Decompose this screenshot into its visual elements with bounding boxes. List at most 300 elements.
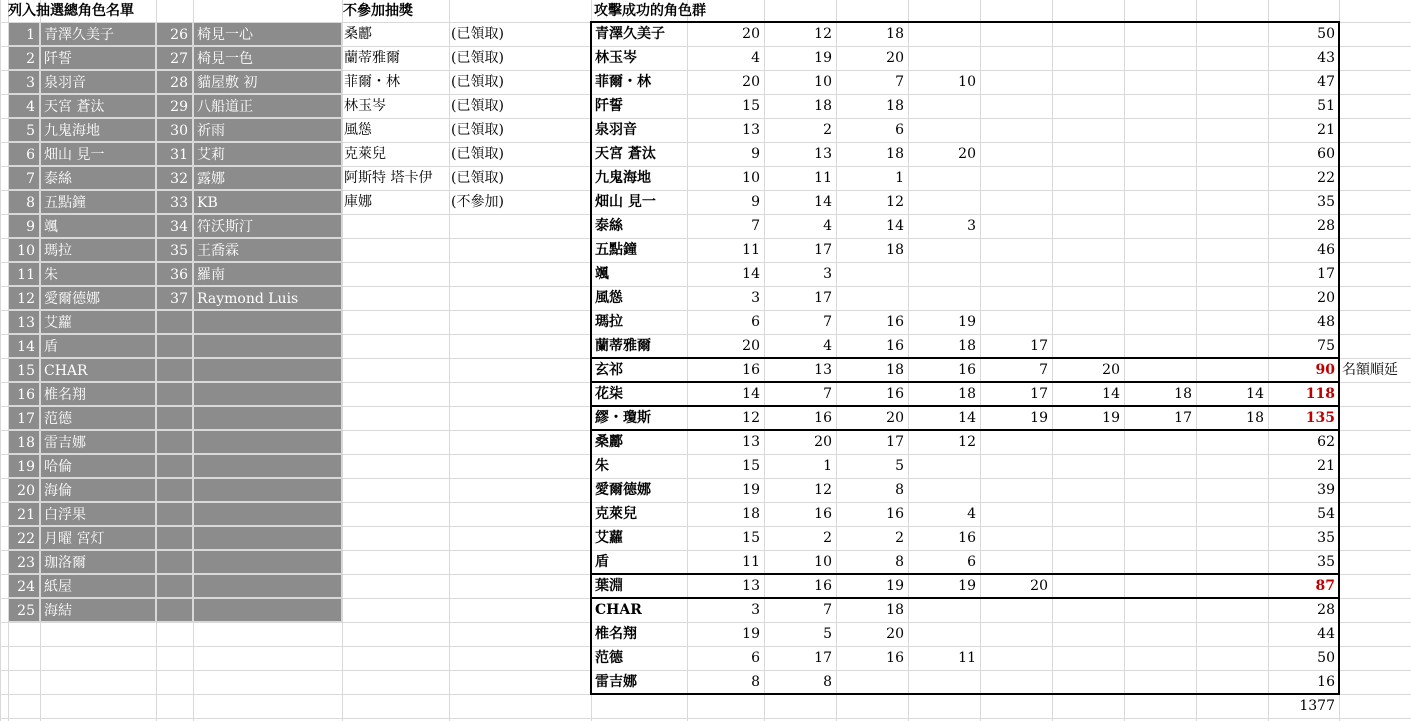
attack-value: 19 (1030, 410, 1048, 426)
attack-value (1052, 94, 1124, 118)
attack-value (1052, 214, 1124, 238)
list-name: 颯 (40, 214, 156, 238)
attack-value: 3 (751, 290, 760, 306)
attack-value (1196, 598, 1268, 622)
attack-total: 62 (1317, 434, 1335, 450)
attack-value: 9 (751, 194, 760, 210)
attack-value (1052, 46, 1124, 70)
list-name: 天宮 蒼汰 (40, 94, 156, 118)
list-index (156, 550, 193, 574)
list-index: 26 (156, 22, 193, 46)
attack-value: 20 (742, 74, 760, 90)
list-name: 露娜 (193, 166, 342, 190)
header-list: 列入抽選總角色名單 (8, 3, 134, 19)
attack-value (1196, 454, 1268, 478)
attack-name: 范德 (595, 650, 623, 666)
attack-value: 11 (742, 554, 760, 570)
list-index: 7 (8, 166, 40, 190)
attack-total: 75 (1317, 338, 1335, 354)
attack-value (908, 262, 980, 286)
list-index (156, 574, 193, 598)
attack-value: 13 (742, 434, 760, 450)
list-index (156, 406, 193, 430)
attack-name: 瑪拉 (595, 314, 623, 330)
attack-value (836, 262, 908, 286)
attack-value: 12 (814, 482, 832, 498)
attack-value (1196, 262, 1268, 286)
attack-value (908, 190, 980, 214)
attack-total: 43 (1317, 50, 1335, 66)
list-index: 36 (156, 262, 193, 286)
attack-value (980, 454, 1052, 478)
attack-value: 18 (886, 146, 904, 162)
attack-name: 颯 (595, 266, 609, 282)
attack-value: 8 (895, 482, 904, 498)
list-name (193, 406, 342, 430)
attack-value (980, 430, 1052, 454)
attack-name: 青澤久美子 (595, 26, 665, 42)
attack-value (1052, 430, 1124, 454)
attack-name: 花柒 (595, 386, 623, 402)
list-index: 27 (156, 46, 193, 70)
attack-value: 18 (886, 26, 904, 42)
attack-value: 9 (751, 146, 760, 162)
list-name: 羅南 (193, 262, 342, 286)
attack-name: 雷吉娜 (595, 674, 637, 690)
attack-value (1124, 310, 1196, 334)
attack-total: 90 (1315, 362, 1335, 378)
attack-name: 菲爾・林 (595, 74, 651, 90)
attack-value (1124, 646, 1196, 670)
attack-value: 1 (823, 458, 832, 474)
attack-value (980, 118, 1052, 142)
list-name (193, 334, 342, 358)
attack-value (1052, 550, 1124, 574)
attack-value (1124, 70, 1196, 94)
attack-value (1124, 214, 1196, 238)
attack-value (1052, 574, 1124, 598)
attack-value (980, 46, 1052, 70)
attack-value: 18 (886, 602, 904, 618)
list-index: 20 (8, 478, 40, 502)
list-name: 瑪拉 (40, 238, 156, 262)
attack-value: 10 (814, 74, 832, 90)
list-index: 21 (8, 502, 40, 526)
list-index: 2 (8, 46, 40, 70)
list-name: 海結 (40, 598, 156, 622)
attack-value: 17 (814, 650, 832, 666)
list-index: 5 (8, 118, 40, 142)
attack-value: 16 (814, 578, 832, 594)
attack-value: 19 (958, 314, 976, 330)
attack-value (1196, 286, 1268, 310)
list-name: KB (193, 190, 342, 214)
excluded-name: 克萊兒 (344, 146, 386, 162)
list-index: 24 (8, 574, 40, 598)
attack-total: 21 (1317, 458, 1335, 474)
excluded-name: 蘭蒂雅爾 (344, 50, 400, 66)
attack-value (1124, 670, 1196, 694)
attack-value (980, 286, 1052, 310)
list-index (156, 526, 193, 550)
attack-value: 2 (895, 530, 904, 546)
attack-value: 20 (1102, 362, 1120, 378)
attack-value: 14 (886, 218, 904, 234)
attack-name: 愛爾德娜 (595, 482, 651, 498)
attack-value: 7 (895, 74, 904, 90)
attack-value (1052, 70, 1124, 94)
attack-note: 名額順延 (1342, 362, 1398, 378)
list-index: 32 (156, 166, 193, 190)
list-index (156, 502, 193, 526)
attack-value: 16 (886, 506, 904, 522)
attack-value: 15 (742, 530, 760, 546)
attack-value (1052, 310, 1124, 334)
attack-name: 葉淵 (595, 578, 623, 594)
list-name: 范德 (40, 406, 156, 430)
attack-value (1196, 502, 1268, 526)
attack-value: 16 (814, 410, 832, 426)
attack-value (908, 478, 980, 502)
attack-value: 18 (1246, 410, 1264, 426)
list-name: 雷吉娜 (40, 430, 156, 454)
attack-value: 20 (886, 626, 904, 642)
list-index (156, 310, 193, 334)
list-name: 五點鐘 (40, 190, 156, 214)
list-index: 19 (8, 454, 40, 478)
list-index: 6 (8, 142, 40, 166)
attack-value: 11 (742, 242, 760, 258)
list-name: 艾蘿 (40, 310, 156, 334)
attack-value (1124, 622, 1196, 646)
attack-value (1196, 118, 1268, 142)
attack-value: 16 (886, 386, 904, 402)
list-name: 月曜 宮灯 (40, 526, 156, 550)
list-name (193, 430, 342, 454)
attack-value: 12 (814, 26, 832, 42)
attack-value: 1 (895, 170, 904, 186)
attack-value: 3 (751, 602, 760, 618)
excluded-name: 菲爾・林 (344, 74, 400, 90)
list-index: 1 (8, 22, 40, 46)
attack-value (1052, 22, 1124, 46)
attack-total: 35 (1317, 194, 1335, 210)
attack-value: 20 (1030, 578, 1048, 594)
attack-name: CHAR (595, 602, 642, 618)
list-index: 14 (8, 334, 40, 358)
attack-value (980, 166, 1052, 190)
attack-value (980, 598, 1052, 622)
list-index: 22 (8, 526, 40, 550)
attack-value: 16 (886, 338, 904, 354)
attack-value (1052, 190, 1124, 214)
list-index (156, 430, 193, 454)
attack-value: 12 (958, 434, 976, 450)
attack-value: 6 (751, 314, 760, 330)
excluded-name: 林玉岑 (344, 98, 386, 114)
attack-value (1052, 622, 1124, 646)
list-name: 泉羽音 (40, 70, 156, 94)
attack-value (908, 118, 980, 142)
list-index: 4 (8, 94, 40, 118)
attack-value: 18 (958, 386, 976, 402)
attack-value (1124, 94, 1196, 118)
attack-value (980, 502, 1052, 526)
attack-value (980, 670, 1052, 694)
list-index: 17 (8, 406, 40, 430)
attack-total: 51 (1317, 98, 1335, 114)
attack-value (1196, 310, 1268, 334)
list-name: Raymond Luis (193, 286, 342, 310)
attack-value (908, 622, 980, 646)
list-index: 25 (8, 598, 40, 622)
attack-name: 風慫 (595, 290, 623, 306)
attack-value: 8 (751, 674, 760, 690)
attack-value (1052, 670, 1124, 694)
attack-value (1124, 166, 1196, 190)
list-name: 白浮果 (40, 502, 156, 526)
attack-value (1124, 334, 1196, 358)
attack-total: 87 (1315, 578, 1335, 594)
list-index: 3 (8, 70, 40, 94)
attack-value: 15 (742, 458, 760, 474)
attack-value: 8 (895, 554, 904, 570)
attack-value: 12 (742, 410, 760, 426)
attack-total: 50 (1317, 26, 1335, 42)
attack-value (980, 22, 1052, 46)
attack-value: 3 (967, 218, 976, 234)
attack-total: 28 (1317, 602, 1335, 618)
attack-value (1124, 574, 1196, 598)
attack-value (1196, 22, 1268, 46)
attack-value: 14 (814, 194, 832, 210)
attack-value (1124, 454, 1196, 478)
attack-value: 17 (814, 242, 832, 258)
attack-value (1196, 430, 1268, 454)
list-name: 泰絲 (40, 166, 156, 190)
list-name (193, 310, 342, 334)
attack-value: 18 (742, 506, 760, 522)
list-name: 九鬼海地 (40, 118, 156, 142)
attack-value: 4 (823, 338, 832, 354)
list-index (156, 334, 193, 358)
attack-value (1052, 502, 1124, 526)
attack-value (908, 598, 980, 622)
excluded-status: (已領取) (451, 170, 504, 186)
attack-value: 11 (814, 170, 832, 186)
attack-name: 朱 (595, 458, 609, 474)
attack-value: 17 (814, 290, 832, 306)
attack-value: 13 (814, 146, 832, 162)
table-border (590, 429, 1340, 431)
attack-value (1124, 502, 1196, 526)
attack-value: 19 (814, 50, 832, 66)
attack-value: 6 (967, 554, 976, 570)
attack-value (1196, 574, 1268, 598)
attack-total: 16 (1317, 674, 1335, 690)
attack-value: 16 (742, 362, 760, 378)
attack-value: 6 (895, 122, 904, 138)
attack-value: 14 (1246, 386, 1264, 402)
attack-value: 5 (823, 626, 832, 642)
attack-value (908, 22, 980, 46)
attack-value (1196, 94, 1268, 118)
attack-value (980, 622, 1052, 646)
attack-value: 4 (967, 506, 976, 522)
attack-name: 椎名翔 (595, 626, 637, 642)
attack-value: 4 (751, 50, 760, 66)
attack-value (980, 238, 1052, 262)
attack-value: 18 (886, 98, 904, 114)
attack-total: 21 (1317, 122, 1335, 138)
attack-value (980, 70, 1052, 94)
list-name: 珈洛爾 (40, 550, 156, 574)
attack-value: 7 (751, 218, 760, 234)
attack-value (1124, 142, 1196, 166)
attack-value (1052, 334, 1124, 358)
attack-value: 16 (958, 530, 976, 546)
grand-total: 1377 (1299, 698, 1335, 714)
table-border (590, 21, 1340, 23)
table-border (590, 357, 1340, 359)
attack-name: 天宮 蒼汰 (595, 146, 656, 162)
attack-total: 44 (1317, 626, 1335, 642)
attack-value (980, 550, 1052, 574)
attack-value: 19 (1102, 410, 1120, 426)
attack-value (908, 238, 980, 262)
list-index: 28 (156, 70, 193, 94)
attack-total: 60 (1317, 146, 1335, 162)
attack-value (1196, 334, 1268, 358)
attack-name: 玄祁 (595, 362, 623, 378)
attack-value: 7 (1039, 362, 1048, 378)
attack-value (908, 454, 980, 478)
list-index: 18 (8, 430, 40, 454)
attack-value: 4 (823, 218, 832, 234)
attack-value: 2 (823, 122, 832, 138)
attack-value (980, 526, 1052, 550)
attack-value: 15 (742, 98, 760, 114)
attack-name: 九鬼海地 (595, 170, 651, 186)
list-name (193, 382, 342, 406)
list-name (193, 502, 342, 526)
attack-value (1196, 550, 1268, 574)
list-index (156, 382, 193, 406)
attack-value (1124, 598, 1196, 622)
attack-total: 17 (1317, 266, 1335, 282)
excluded-status: (已領取) (451, 122, 504, 138)
attack-value: 2 (823, 530, 832, 546)
attack-value (1052, 142, 1124, 166)
list-index: 29 (156, 94, 193, 118)
attack-value: 7 (823, 386, 832, 402)
attack-value: 14 (742, 266, 760, 282)
list-name (193, 598, 342, 622)
attack-value (1124, 430, 1196, 454)
list-name: 王喬霖 (193, 238, 342, 262)
attack-value: 7 (823, 314, 832, 330)
excluded-name: 風慫 (344, 122, 372, 138)
attack-value (1196, 214, 1268, 238)
list-name (193, 550, 342, 574)
list-name: 椅見一色 (193, 46, 342, 70)
attack-total: 35 (1317, 554, 1335, 570)
attack-value: 10 (742, 170, 760, 186)
attack-value (1196, 46, 1268, 70)
excluded-status: (已領取) (451, 50, 504, 66)
attack-name: 泉羽音 (595, 122, 637, 138)
attack-value (1052, 478, 1124, 502)
attack-value (1052, 262, 1124, 286)
attack-value: 20 (958, 146, 976, 162)
attack-value (908, 94, 980, 118)
list-name: 祈雨 (193, 118, 342, 142)
attack-name: 畑山 見一 (595, 194, 656, 210)
attack-value (836, 670, 908, 694)
attack-value: 20 (886, 50, 904, 66)
attack-value: 12 (886, 194, 904, 210)
attack-value (1196, 670, 1268, 694)
attack-value: 3 (823, 266, 832, 282)
attack-total: 48 (1317, 314, 1335, 330)
list-index: 16 (8, 382, 40, 406)
list-index (156, 358, 193, 382)
header-excluded: 不參加抽獎 (343, 3, 413, 19)
list-index: 23 (8, 550, 40, 574)
attack-name: 盾 (595, 554, 609, 570)
attack-value: 16 (886, 314, 904, 330)
list-name (193, 478, 342, 502)
attack-value (1124, 286, 1196, 310)
list-name (193, 454, 342, 478)
attack-value (1124, 358, 1196, 382)
attack-value (1052, 526, 1124, 550)
attack-value (1124, 190, 1196, 214)
attack-value (1052, 454, 1124, 478)
attack-value (1196, 526, 1268, 550)
attack-total: 39 (1317, 482, 1335, 498)
attack-value: 18 (886, 242, 904, 258)
attack-value: 14 (958, 410, 976, 426)
attack-value (1124, 478, 1196, 502)
attack-value: 14 (742, 386, 760, 402)
list-name (193, 526, 342, 550)
attack-value: 20 (886, 410, 904, 426)
attack-value (1052, 598, 1124, 622)
attack-value (1196, 70, 1268, 94)
header-attack: 攻擊成功的角色群 (594, 3, 706, 19)
attack-name: 林玉岑 (595, 50, 637, 66)
list-name: 愛爾德娜 (40, 286, 156, 310)
attack-value: 19 (742, 482, 760, 498)
attack-value (1196, 646, 1268, 670)
attack-value: 18 (1174, 386, 1192, 402)
attack-value: 20 (814, 434, 832, 450)
attack-value: 8 (823, 674, 832, 690)
attack-name: 蘭蒂雅爾 (595, 338, 651, 354)
attack-total: 22 (1317, 170, 1335, 186)
attack-value (836, 286, 908, 310)
list-index: 35 (156, 238, 193, 262)
attack-name: 阡誓 (595, 98, 623, 114)
attack-value: 18 (814, 98, 832, 114)
attack-value: 19 (886, 578, 904, 594)
attack-value: 6 (751, 650, 760, 666)
attack-value (1052, 646, 1124, 670)
list-name: 朱 (40, 262, 156, 286)
attack-value (1124, 22, 1196, 46)
attack-value: 14 (1102, 386, 1120, 402)
